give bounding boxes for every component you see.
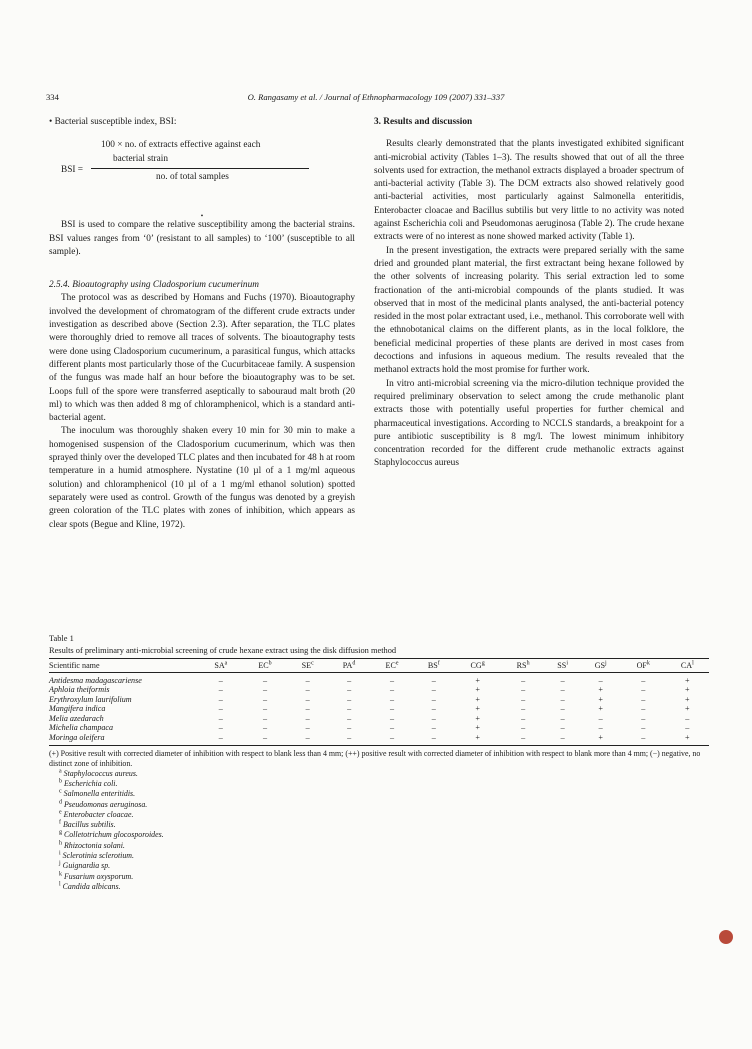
result-cell: – bbox=[287, 733, 328, 745]
result-cell: + bbox=[475, 694, 480, 704]
result-cell: – bbox=[347, 704, 352, 714]
column-header bbox=[454, 658, 502, 672]
table-row bbox=[49, 695, 709, 705]
result-cell: – bbox=[390, 723, 395, 733]
right-column bbox=[374, 116, 684, 471]
result-cell: – bbox=[347, 713, 352, 723]
result-cell: – bbox=[431, 704, 436, 714]
journal-citation: O. Rangasamy et al. / Journal of Ethnopharmacology 109 (2007) 331–337 bbox=[247, 92, 505, 102]
result-cell: – bbox=[218, 723, 223, 733]
result-cell: + bbox=[685, 694, 690, 704]
column-header bbox=[621, 658, 666, 672]
result-cell: + bbox=[475, 713, 480, 723]
column-abbr: RS bbox=[516, 660, 527, 670]
footnote-marker: k bbox=[59, 871, 62, 877]
column-abbr: PA bbox=[342, 660, 353, 670]
footnote-text: Escherichia coli. bbox=[62, 778, 118, 788]
result-cell: – bbox=[305, 694, 310, 704]
result-cell: – bbox=[641, 704, 646, 714]
footnote-text: Colletotrichum glocosporoides. bbox=[62, 830, 164, 840]
result-cell: – bbox=[347, 723, 352, 733]
result-cell: – bbox=[218, 675, 223, 685]
result-cell: – bbox=[621, 733, 666, 745]
results-para-2: In the present investigation, the extracts were prepared serially with the same dried and grounded plant material, the first extractant being hexane followed by the other solvents of increasing polarity. This serial extraction led to some fractionation of the anti-microbial compounds of the plants studied. It was observed that in most of the medicinal plants analysed, the anti-bacterial potency resided in the most polar extractant used, i.e., methanol. This corroborate well with the ethnobotanical claims on the different plants, as in the local folklore, the beneficial medicinal properties of these plants are derived in most cases from decoctions and infusions in aqueous medium. The results revealed that the methanol extracts hold the most promise for further work. bbox=[374, 245, 684, 376]
table-row bbox=[49, 723, 709, 733]
result-cell: – bbox=[521, 685, 526, 695]
footnote bbox=[59, 830, 709, 840]
column-header-name: Scientific name bbox=[49, 658, 199, 672]
footnote-text: Enterobacter cloacae. bbox=[61, 809, 134, 819]
result-cell: – bbox=[431, 694, 436, 704]
result-cell: – bbox=[501, 733, 544, 745]
result-cell: – bbox=[218, 685, 223, 695]
footnote-marker: b bbox=[59, 778, 62, 785]
column-footnote-marker: j bbox=[605, 659, 607, 666]
footnote-marker: j bbox=[59, 860, 61, 867]
table-note: (+) Positive result with corrected diameter of inhibition with respect to blank less than 4 mm; (++) positive result with corrected diameter of inhibition with respect to blank more than 4 mm; (−) negative, no distinct zone of inhibition. bbox=[49, 748, 701, 768]
plant-name: Mangifera indica bbox=[49, 704, 106, 714]
plant-name: Michelia champaca bbox=[49, 723, 114, 733]
footnote-marker: d bbox=[59, 798, 62, 805]
table-header-row bbox=[49, 658, 709, 672]
result-cell: – bbox=[390, 713, 395, 723]
footnote-marker: i bbox=[59, 850, 61, 857]
result-cell: – bbox=[262, 704, 268, 714]
column-header bbox=[545, 658, 581, 672]
result-cell: – bbox=[390, 675, 395, 685]
footnote-marker: c bbox=[59, 788, 62, 795]
left-column bbox=[49, 116, 355, 532]
footnote-text: Rhizoctonia solani. bbox=[62, 840, 125, 850]
formula-numerator-line1: 100 × no. of extracts effective against each bbox=[101, 140, 261, 151]
result-cell: – bbox=[641, 675, 646, 685]
plant-name: Melia azedarach bbox=[49, 713, 104, 723]
result-cell: – bbox=[305, 723, 310, 733]
result-cell: – bbox=[262, 694, 268, 704]
table-1 bbox=[49, 634, 709, 892]
formula-denominator: no. of total samples bbox=[156, 172, 229, 183]
result-cell: – bbox=[431, 685, 436, 695]
column-footnote-marker: f bbox=[437, 659, 440, 666]
result-cell: – bbox=[560, 713, 565, 723]
result-cell: + bbox=[598, 704, 603, 714]
footnote bbox=[59, 882, 709, 892]
result-cell: + bbox=[475, 723, 480, 733]
result-cell: – bbox=[521, 713, 526, 723]
column-abbr: SA bbox=[214, 660, 225, 670]
result-cell: – bbox=[390, 694, 395, 704]
column-header bbox=[328, 658, 370, 672]
footnote-marker: h bbox=[59, 840, 62, 847]
result-cell: – bbox=[641, 685, 646, 695]
footnote bbox=[59, 779, 709, 789]
column-abbr: CA bbox=[680, 660, 693, 670]
column-footnote-marker: l bbox=[692, 659, 694, 666]
column-abbr: SS bbox=[557, 660, 567, 670]
result-cell: – bbox=[218, 713, 223, 723]
footnote bbox=[59, 810, 709, 820]
result-cell: – bbox=[641, 713, 646, 723]
result-cell: + bbox=[475, 675, 480, 685]
footnote-marker: g bbox=[59, 829, 62, 836]
table-row bbox=[49, 733, 709, 745]
column-footnote-marker: b bbox=[268, 659, 272, 666]
footnote bbox=[59, 789, 709, 799]
results-para-1: Results clearly demonstrated that the plants investigated exhibited significant anti-microbial activity (Tables 1–3). The results showed that out of all the three solvents used for extraction, the methanol extracts displayed a broader spectrum of anti-bacterial activity (Table 3). The DCM extracts also showed relatively good anti-bacterial activities, most particularly against Salmonella enteritidis, Enterobacter cloacae and Bacillus subtilis but very little to no activity was noted against Escherichia coli and Pseudomonas aeruginosa (Table 2). The crude hexane extracts were of no interest as none showed marked activity (Table 1). bbox=[374, 139, 684, 243]
result-cell: – bbox=[390, 685, 395, 695]
result-cell: – bbox=[262, 723, 268, 733]
result-cell: – bbox=[305, 704, 310, 714]
result-cell: – bbox=[685, 723, 690, 733]
column-abbr: EC bbox=[385, 660, 396, 670]
plant-name: Erythroxylum laurifolium bbox=[49, 694, 132, 704]
result-cell: + bbox=[685, 704, 690, 714]
stray-mark: • bbox=[200, 212, 204, 221]
result-cell: – bbox=[431, 723, 436, 733]
table-row bbox=[49, 685, 709, 695]
result-cell: – bbox=[598, 723, 603, 733]
results-para-3: In vitro anti-microbial screening via the micro-dilution technique provided the required preliminary observation to select among the crude methanolic plant extracts those with potentially useful properties for further chemical and pharmaceutical investigations. According to NCCLS standards, a breakpoint for a pure antibiotic susceptibility is 8 mg/l. The lowest minimum inhibitory concentration recorded for the different crude methanolic extracts against Staphylococcus aureus bbox=[374, 378, 684, 469]
fraction-bar bbox=[91, 168, 309, 169]
result-cell: – bbox=[560, 675, 565, 685]
table-caption: Results of preliminary anti-microbial screening of crude hexane extract using the disk diffusion method bbox=[49, 645, 397, 655]
column-abbr: OF bbox=[636, 660, 647, 670]
column-header bbox=[370, 658, 414, 672]
column-abbr: SE bbox=[301, 660, 312, 670]
result-cell: – bbox=[560, 704, 565, 714]
formula-numerator-line2: bacterial strain bbox=[113, 154, 168, 165]
subsection-heading: 2.5.4. Bioautography using Cladosporium cucumerinum bbox=[49, 280, 259, 291]
page-number: 334 bbox=[46, 92, 59, 102]
footnote-list bbox=[49, 769, 709, 893]
column-footnote-marker: g bbox=[481, 659, 485, 666]
column-header bbox=[414, 658, 454, 672]
result-cell: – bbox=[305, 675, 310, 685]
footnote-marker: e bbox=[59, 809, 62, 816]
footnote-text: Pseudomonas aeruginosa. bbox=[62, 799, 148, 809]
column-footnote-marker: d bbox=[352, 659, 356, 666]
bsi-bullet: • Bacterial susceptible index, BSI: bbox=[49, 117, 177, 127]
footnote-marker: a bbox=[59, 768, 62, 775]
result-cell: – bbox=[560, 723, 565, 733]
column-abbr: GS bbox=[594, 660, 606, 670]
plant-name: Antidesma madagascariense bbox=[49, 675, 142, 685]
footnote bbox=[59, 841, 709, 851]
result-cell: + bbox=[475, 685, 480, 695]
result-cell: – bbox=[521, 704, 526, 714]
footnote-text: Sclerotinia sclerotium. bbox=[60, 851, 134, 861]
result-cell: – bbox=[218, 704, 223, 714]
result-cell: – bbox=[414, 733, 454, 745]
column-header bbox=[243, 658, 288, 672]
result-cell: – bbox=[560, 694, 565, 704]
table-row bbox=[49, 672, 709, 685]
result-cell: – bbox=[521, 675, 526, 685]
result-cell: – bbox=[370, 733, 414, 745]
footnote-marker: f bbox=[59, 819, 61, 826]
result-cell: – bbox=[305, 685, 310, 695]
result-cell: – bbox=[685, 713, 690, 723]
table-row bbox=[49, 714, 709, 724]
result-cell: – bbox=[262, 713, 268, 723]
column-abbr: CG bbox=[470, 660, 482, 670]
screening-table bbox=[49, 658, 709, 746]
column-header bbox=[287, 658, 328, 672]
result-cell: – bbox=[641, 723, 646, 733]
section-heading: 3. Results and discussion bbox=[374, 117, 473, 127]
footnote bbox=[59, 861, 709, 871]
result-cell: – bbox=[431, 675, 436, 685]
result-cell: – bbox=[521, 723, 526, 733]
result-cell: – bbox=[641, 694, 646, 704]
plant-name: Moringa oleifera bbox=[49, 733, 199, 745]
footnote-text: Staphylococcus aureus. bbox=[61, 768, 138, 778]
footnote-text: Candida albicans. bbox=[60, 881, 121, 891]
column-footnote-marker: a bbox=[224, 659, 228, 666]
footnote bbox=[59, 769, 709, 779]
result-cell: – bbox=[218, 694, 223, 704]
result-cell: + bbox=[598, 694, 603, 704]
stain-mark bbox=[719, 930, 733, 944]
column-footnote-marker: c bbox=[311, 659, 314, 666]
table-label: Table 1 bbox=[49, 634, 74, 643]
table-body bbox=[49, 672, 709, 745]
result-cell: – bbox=[598, 675, 603, 685]
column-footnote-marker: e bbox=[395, 659, 399, 666]
table-row bbox=[49, 704, 709, 714]
formula-lhs: BSI = bbox=[61, 165, 84, 176]
plant-name: Aphloia theiformis bbox=[49, 685, 110, 695]
footnote bbox=[59, 872, 709, 882]
bsi-formula bbox=[49, 137, 355, 207]
footnote-text: Bacillus subtilis. bbox=[61, 820, 116, 830]
footnote-text: Salmonella enteritidis. bbox=[61, 789, 136, 799]
result-cell: + bbox=[685, 685, 690, 695]
column-header bbox=[581, 658, 621, 672]
column-footnote-marker: i bbox=[566, 659, 568, 666]
result-cell: + bbox=[454, 733, 502, 745]
result-cell: + bbox=[666, 733, 709, 745]
footnote bbox=[59, 851, 709, 861]
column-header bbox=[666, 658, 709, 672]
result-cell: – bbox=[545, 733, 581, 745]
result-cell: + bbox=[685, 675, 690, 685]
bioautography-para-2: The inoculum was thoroughly shaken every 10 min for 30 min to make a homogenised suspension of the Cladosporium cucumerinum, which was then sprayed thinly over the developed TLC plates and then incubated for 48 h at room temperature in a humid atmosphere. Nystatine (10 µl of a 1 mg/ml aqueous solution) and chloramphenicol (10 µl of a 1 mg/ml ethanol solution) spotted separately were used as control. Growth of the fungus was denoted by a greyish green coloration of the TLC plates with zones of inhibition, which appears as clear spots (Begue and Kline, 1972). bbox=[49, 426, 355, 530]
result-cell: + bbox=[598, 685, 603, 695]
footnote-text: Guignardia sp. bbox=[60, 861, 111, 871]
footnote bbox=[59, 800, 709, 810]
result-cell: – bbox=[521, 694, 526, 704]
result-cell: – bbox=[347, 694, 352, 704]
result-cell: – bbox=[347, 685, 352, 695]
result-cell: – bbox=[390, 704, 395, 714]
result-cell: – bbox=[262, 675, 268, 685]
column-header bbox=[501, 658, 544, 672]
result-cell: – bbox=[262, 685, 268, 695]
column-abbr: EC bbox=[258, 660, 269, 670]
result-cell: – bbox=[243, 733, 288, 745]
result-cell: – bbox=[199, 733, 243, 745]
result-cell: – bbox=[347, 675, 352, 685]
result-cell: – bbox=[598, 713, 603, 723]
bioautography-para-1: The protocol was as described by Homans and Fuchs (1970). Bioautography involved the development of chromatogram of the different crude extracts under investigation as described above (Section 2.3). After separation, the TLC plates were thoroughly dried to remove all traces of solvents. The bioautography tests were done using Cladosporium cucumerinum, a parasitical fungus, which attacks different plants most particularly those of the Cucurbitaceae family. A suspension of the fungus was made half an hour before the bioautography was to be set. Loops full of the spore were transferred aseptically to sabouraud malt broth (20 ml) to which was then added 8 mg of chloramphenicol, which is a standard anti-bacterial agent. bbox=[49, 293, 355, 424]
column-header bbox=[199, 658, 243, 672]
result-cell: – bbox=[560, 685, 565, 695]
footnote bbox=[59, 820, 709, 830]
bsi-paragraph: BSI is used to compare the relative susceptibility among the bacterial strains. BSI values ranges from ‘0’ (resistant to all samples) to ‘100’ (susceptible to all sample). bbox=[49, 220, 355, 257]
result-cell: – bbox=[328, 733, 370, 745]
result-cell: – bbox=[431, 713, 436, 723]
column-footnote-marker: h bbox=[526, 659, 530, 666]
column-footnote-marker: k bbox=[646, 659, 650, 666]
footnote-marker: l bbox=[59, 881, 61, 888]
result-cell: + bbox=[581, 733, 621, 745]
column-abbr: BS bbox=[427, 660, 438, 670]
result-cell: – bbox=[305, 713, 310, 723]
result-cell: + bbox=[475, 704, 480, 714]
footnote-text: Fusarium oxysporum. bbox=[62, 871, 134, 881]
